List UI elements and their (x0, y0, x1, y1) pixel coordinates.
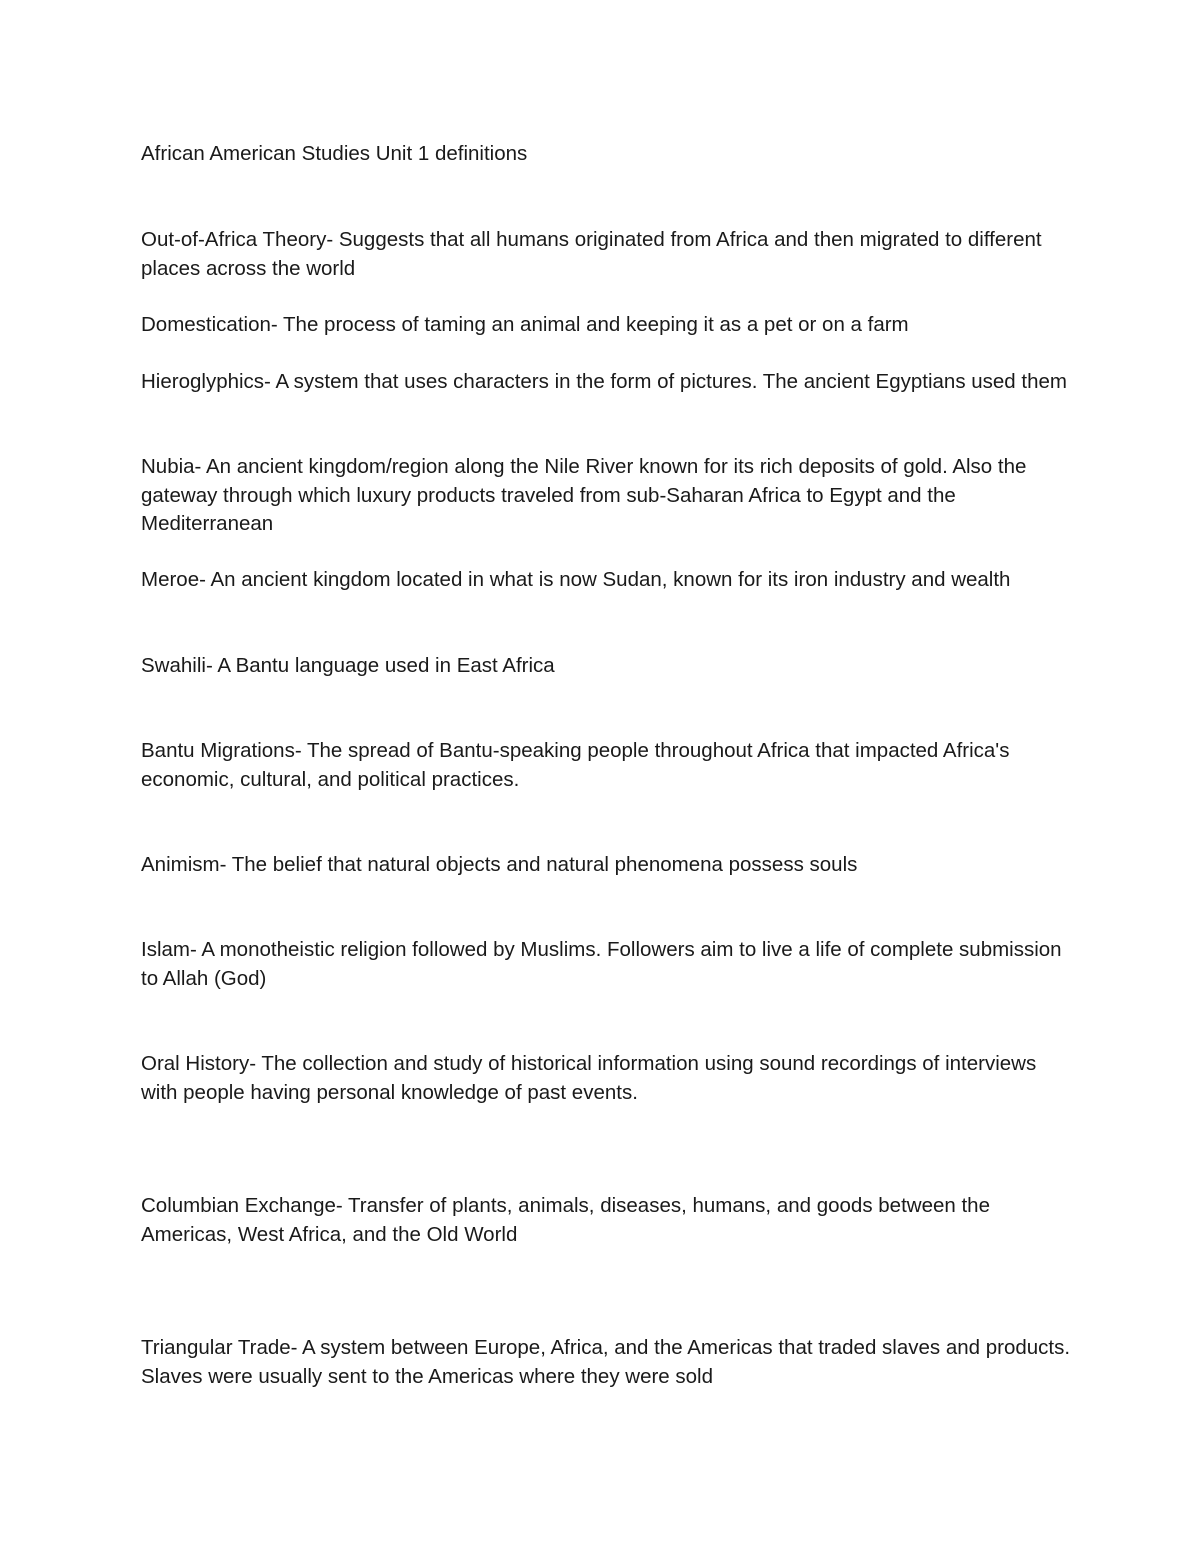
definition-oral-history: Oral History- The collection and study of historical information using sound recordings of interviews with people having personal knowledge of past events. (141, 1052, 1037, 1104)
definition-triangular-trade: Triangular Trade- A system between Europe, Africa, and the Americas that traded slaves and products. Slaves were usually sent to the Americas where they were sold (141, 1336, 1071, 1388)
definition-domestication: Domestication- The process of taming an animal and keeping it as a pet or on a farm (141, 313, 909, 336)
definition-hieroglyphics: Hieroglyphics- A system that uses characters in the form of pictures. The ancient Egyptians used them (141, 370, 1067, 393)
definition-columbian-exchange: Columbian Exchange- Transfer of plants, animals, diseases, humans, and goods between the Americas, West Africa, and the Old World (141, 1194, 990, 1246)
definition-meroe: Meroe- An ancient kingdom located in what is now Sudan, known for its iron industry and wealth (141, 568, 1011, 591)
definition-nubia: Nubia- An ancient kingdom/region along the Nile River known for its rich deposits of gold. Also the gateway through which luxury products traveled from sub-Saharan Africa to Egypt and the Mediterranean (141, 455, 1027, 535)
definition-islam: Islam- A monotheistic religion followed by Muslims. Followers aim to live a life of complete submission to Allah (God) (141, 938, 1062, 990)
definition-bantu-migrations: Bantu Migrations- The spread of Bantu-speaking people throughout Africa that impacted Africa's economic, cultural, and political practices. (141, 739, 1010, 791)
definition-animism: Animism- The belief that natural objects and natural phenomena possess souls (141, 853, 858, 876)
document-title: African American Studies Unit 1 definitions (141, 142, 528, 165)
definition-out-of-africa-theory: Out-of-Africa Theory- Suggests that all humans originated from Africa and then migrated to different places across the world (141, 228, 1042, 280)
definition-swahili: Swahili- A Bantu language used in East Africa (141, 654, 555, 677)
